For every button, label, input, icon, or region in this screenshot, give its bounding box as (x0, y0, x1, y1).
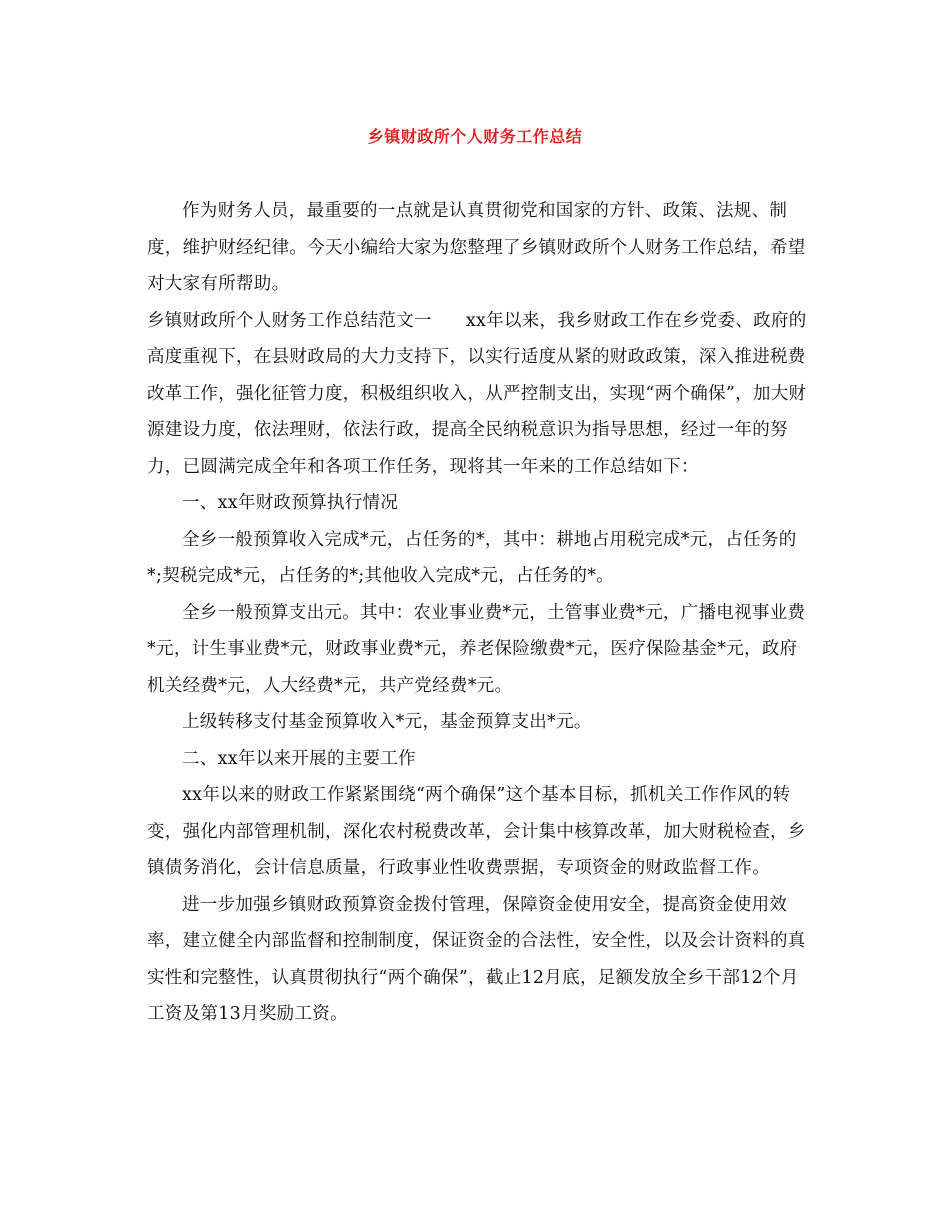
section1-heading: 一、xx年财政预算执行情况 (182, 493, 399, 513)
intro-paragraph: 作为财务人员，最重要的一点就是认真贯彻党和国家的方针、政策、法规、制度，维护财经纪律。今天小编给大家为您整理了乡镇财政所个人财务工作总结，希望对大家有所帮助。 (147, 201, 806, 294)
section1-paragraph-2: 全乡一般预算支出元。其中：农业事业费*元，土管事业费*元，广播电视事业费*元，计生事业费*元，财政事业费*元，养老保险缴费*元，医疗保险基金*元，政府机关经费*元，人大经费*元，共产党经费*元。 (147, 602, 806, 696)
document-body (147, 193, 807, 1033)
sample-paragraph (147, 303, 807, 486)
document-title: 乡镇财政所个人财务工作总结 (367, 127, 583, 146)
section2-paragraph-1: xx年以来的财政工作紧紧围绕“两个确保”这个基本目标，抓机关工作作风的转变，强化内部管理机制，深化农村税费改革，会计集中核算改革，加大财税检查，乡镇债务消化，会计信息质量，行政事业性收费票据，专项资金的财政监督工作。 (147, 785, 806, 878)
sample-heading: 乡镇财政所个人财务工作总结范文一 (147, 310, 432, 331)
section2-paragraph-2: 进一步加强乡镇财政预算资金拨付管理，保障资金使用安全，提高资金使用效率，建立健全内部监督和控制制度，保证资金的合法性，安全性，以及会计资料的真实性和完整性，认真贯彻执行“两个确保”，截止12月底，足额发放全乡干部12个月工资及第13月奖励工资。 (147, 894, 806, 1024)
section2-heading: 二、xx年以来开展的主要工作 (182, 748, 416, 769)
section1-paragraph-1: 全乡一般预算收入完成*元，占任务的*，其中：耕地占用税完成*元，占任务的*;契税完成*元，占任务的*;其他收入完成*元，占任务的*。 (147, 529, 797, 586)
sample-opening: xx年以来，我乡财政工作在乡党委、政府的高度重视下，在县财政局的大力支持下，以实行适度从紧的财政政策，深入推进税费改革工作，强化征管力度，积极组织收入，从严控制支出，实现“两个确保”，加大财源建设力度，依法理财，依法行政，提高全民纳税意识为指导思想，经过一年的努力，已圆满完成全年和各项工作任务，现将其一年来的工作总结如下： (147, 310, 807, 477)
section1-paragraph-3: 上级转移支付基金预算收入*元，基金预算支出*元。 (182, 712, 592, 732)
